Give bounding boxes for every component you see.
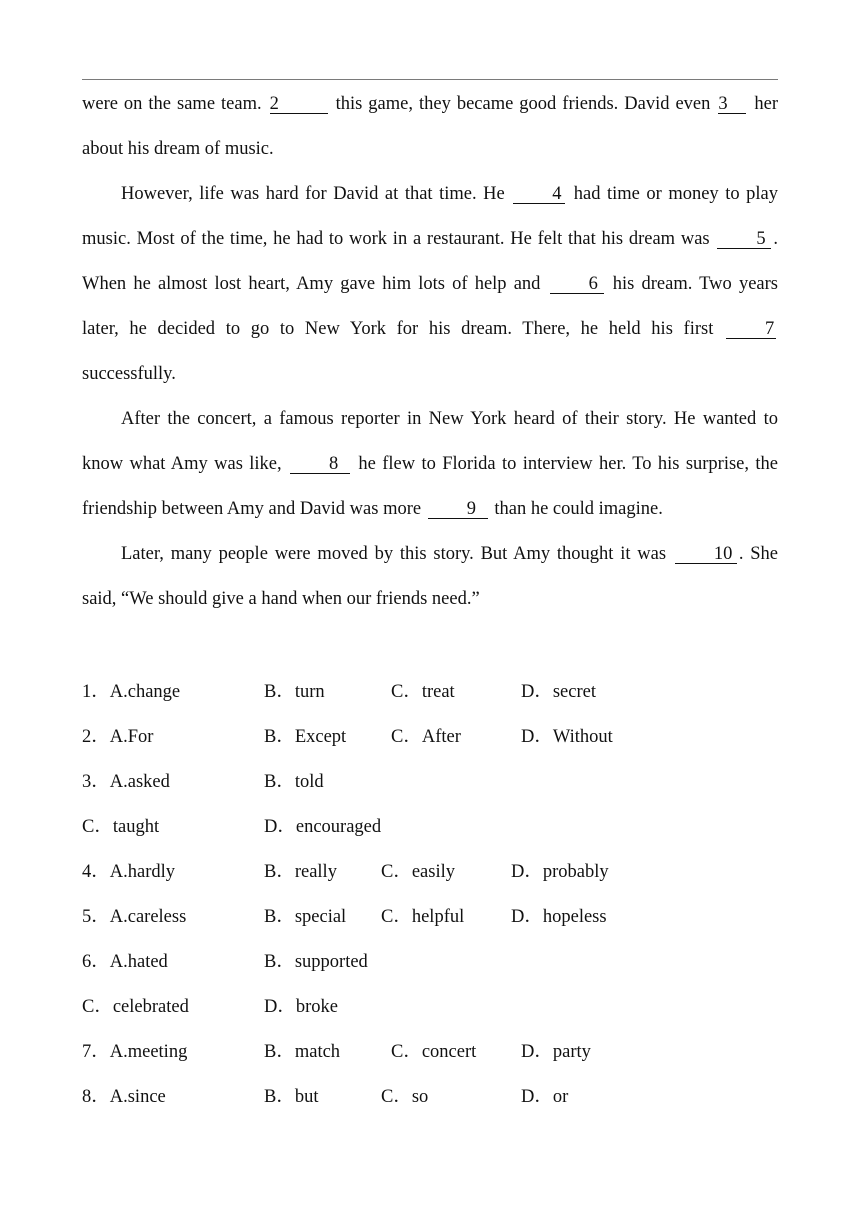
passage-text: he flew to Florida to interview her. To his surprise, the friendship between Amy and David was more <box>82 454 778 519</box>
option-d: D．probably <box>511 862 609 882</box>
blank-4: 4 <box>513 185 565 204</box>
question-row <box>82 895 778 940</box>
option-c: C．taught <box>82 817 160 837</box>
option-d: D．hopeless <box>511 907 607 927</box>
question-row <box>82 1075 778 1120</box>
answer-options <box>82 670 778 1120</box>
blank-9: 9 <box>428 500 488 519</box>
option-d: D．or <box>521 1087 569 1107</box>
blank-2: 2 <box>270 95 328 114</box>
passage-text: than he could imagine. <box>489 499 663 519</box>
option-a: 1．A.change <box>82 682 181 702</box>
option-b: B．supported <box>264 952 368 972</box>
option-c: C．treat <box>391 682 455 702</box>
passage-text: this game, they became good friends. David even <box>329 94 717 114</box>
passage-text: . When he almost lost heart, Amy gave him lots of help and <box>82 229 778 294</box>
option-c: C．helpful <box>381 907 465 927</box>
option-a: 7．A.meeting <box>82 1042 188 1062</box>
question-row <box>82 1030 778 1075</box>
option-b: B．but <box>264 1087 319 1107</box>
option-a: 5．A.careless <box>82 907 187 927</box>
option-a: 2．A.For <box>82 727 154 747</box>
option-a: 8．A.since <box>82 1087 166 1107</box>
option-a: 4．A.hardly <box>82 862 175 882</box>
option-d: D．encouraged <box>264 817 382 837</box>
paragraph-3 <box>82 397 778 532</box>
blank-5: 5 <box>717 230 771 249</box>
option-c: C．After <box>391 727 461 747</box>
option-b: B．told <box>264 772 324 792</box>
passage-text: Later, many people were moved by this story. But Amy thought it was <box>121 544 673 564</box>
option-c: C．easily <box>381 862 455 882</box>
option-d: D．party <box>521 1042 591 1062</box>
passage-text: . She said, “We should give a hand when our friends need.” <box>82 544 779 609</box>
option-b: B．match <box>264 1042 341 1062</box>
option-c: C．so <box>381 1087 429 1107</box>
blank-10: 10 <box>675 545 737 564</box>
passage-text: After the concert, a famous reporter in New York heard of their story. He wanted to know what Amy was like, <box>82 409 778 474</box>
passage-text: his dream. Two years later, he decided to go to New York for his dream. There, he held his first <box>82 274 778 339</box>
option-a: 3．A.asked <box>82 772 170 792</box>
passage-text: were on the same team. <box>82 94 268 114</box>
question-row <box>82 940 778 985</box>
option-a: 6．A.hated <box>82 952 168 972</box>
option-d: D．secret <box>521 682 596 702</box>
passage-text: However, life was hard for David at that time. He <box>121 184 512 204</box>
question-row <box>82 715 778 760</box>
passage-text: her about his dream of music. <box>82 94 779 159</box>
header-rule <box>82 79 778 80</box>
option-c: C．celebrated <box>82 997 189 1017</box>
option-b: B．really <box>264 862 337 882</box>
paragraph-1 <box>82 82 778 172</box>
question-row <box>82 985 778 1030</box>
question-row <box>82 760 778 805</box>
paragraph-2 <box>82 172 778 397</box>
question-row <box>82 850 778 895</box>
question-row <box>82 670 778 715</box>
passage-text: successfully. <box>82 364 176 384</box>
option-c: C．concert <box>391 1042 477 1062</box>
paragraph-4 <box>82 532 778 622</box>
blank-3: 3 <box>718 95 746 114</box>
option-d: D．broke <box>264 997 338 1017</box>
passage-text: had time or money to play music. Most of the time, he had to work in a restaurant. He felt that his dream was <box>82 184 778 249</box>
blank-7: 7 <box>726 320 776 339</box>
option-b: B．turn <box>264 682 325 702</box>
option-d: D．Without <box>521 727 613 747</box>
option-b: B．special <box>264 907 347 927</box>
option-b: B．Except <box>264 727 347 747</box>
blank-8: 8 <box>290 455 350 474</box>
passage <box>82 82 778 622</box>
question-row <box>82 805 778 850</box>
blank-6: 6 <box>550 275 604 294</box>
